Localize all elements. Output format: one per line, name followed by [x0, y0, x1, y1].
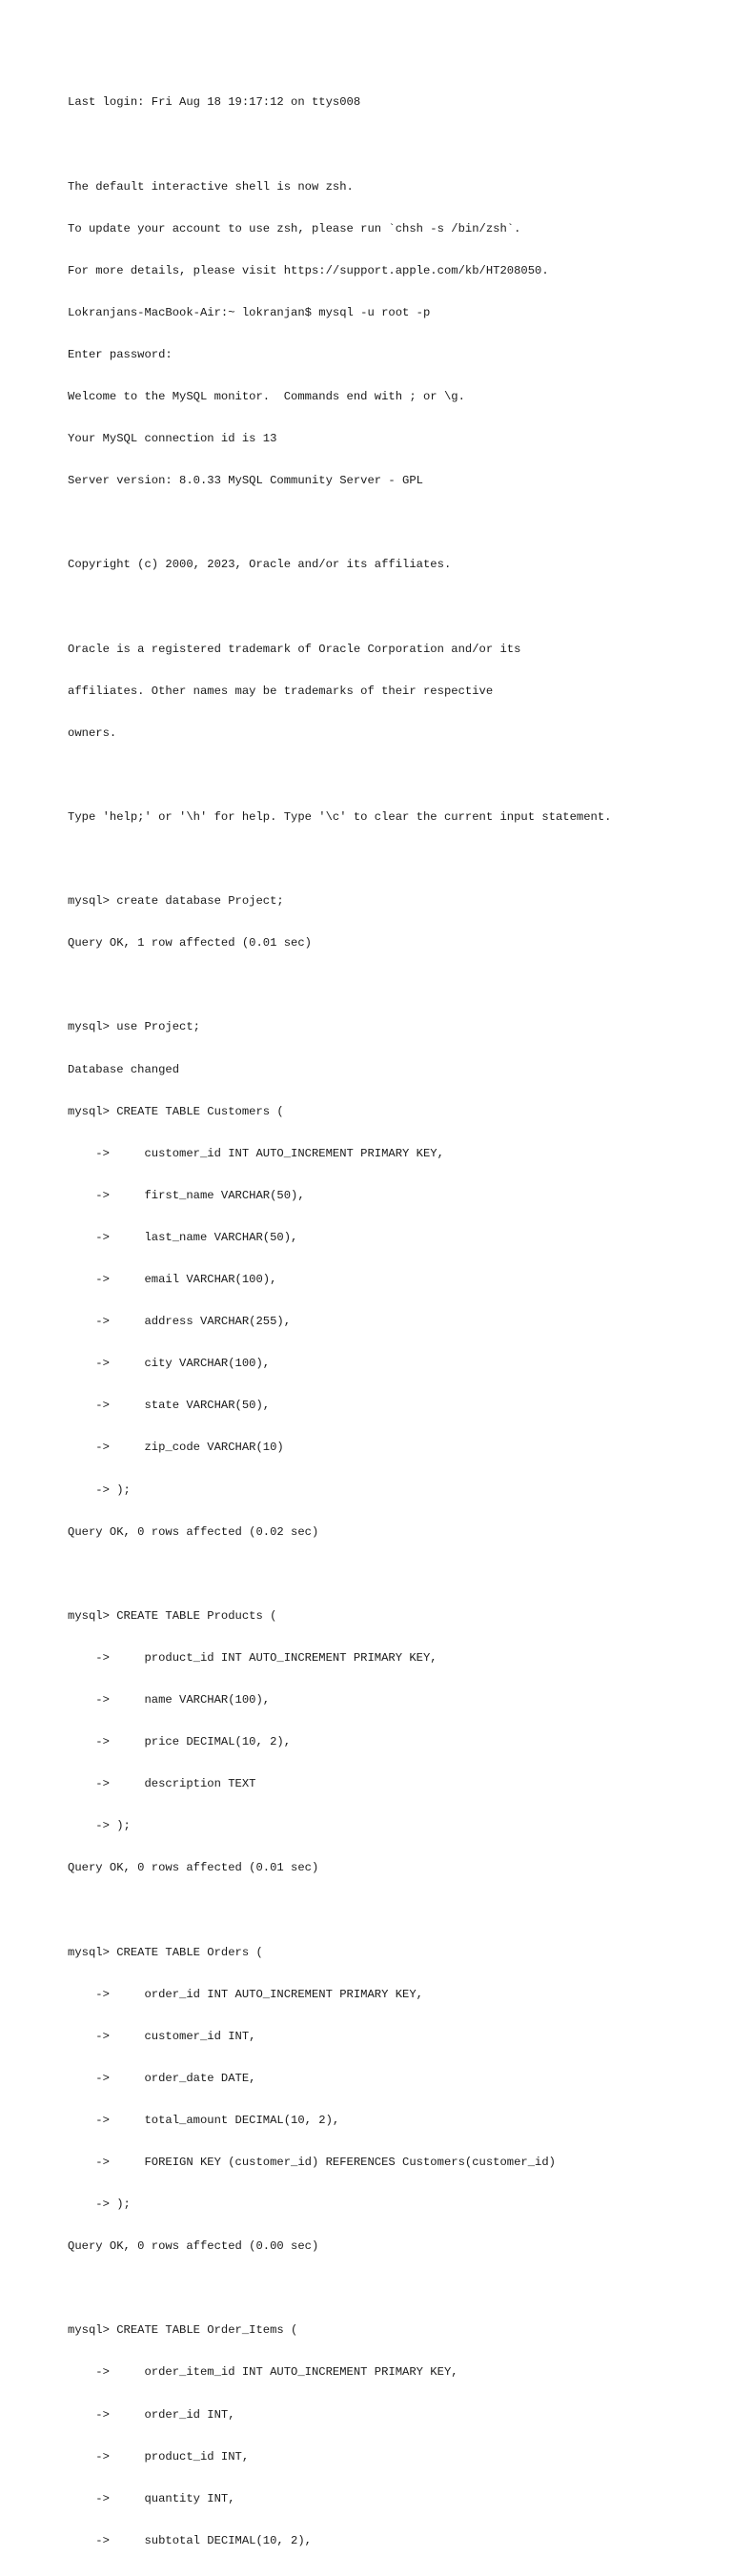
terminal-line: -> );	[68, 2198, 131, 2212]
terminal-line: Query OK, 1 row affected (0.01 sec)	[68, 936, 312, 951]
terminal-line	[68, 1903, 716, 1917]
terminal-line: -> last_name VARCHAR(50),	[68, 1230, 298, 1244]
terminal-line: mysql> create database Project;	[68, 894, 284, 909]
terminal-line: mysql> CREATE TABLE Order_Items (	[68, 2323, 298, 2338]
terminal-line: -> zip_code VARCHAR(10)	[68, 1441, 284, 1455]
terminal-line: Enter password:	[68, 347, 173, 361]
terminal-output	[68, 68, 716, 2576]
terminal-line: Lokranjans-MacBook-Air:~ lokranjan$ mysql -u root -p	[68, 305, 431, 319]
terminal-line: owners.	[68, 726, 117, 740]
terminal-line: -> total_amount DECIMAL(10, 2),	[68, 2113, 340, 2127]
terminal-line: -> name VARCHAR(100),	[68, 1692, 271, 1707]
terminal-line	[68, 1567, 716, 1582]
terminal-line: -> description TEXT	[68, 1777, 256, 1791]
terminal-line	[68, 978, 716, 992]
terminal-line: -> product_id INT,	[68, 2449, 250, 2464]
terminal-line: Query OK, 0 rows affected (0.00 sec)	[68, 2239, 319, 2254]
terminal-line: Copyright (c) 2000, 2023, Oracle and/or its affiliates.	[68, 558, 452, 572]
terminal-line	[68, 516, 716, 530]
terminal-line: To update your account to use zsh, please run `chsh -s /bin/zsh`.	[68, 221, 521, 235]
terminal-line: Last login: Fri Aug 18 19:17:12 on ttys008	[68, 95, 361, 110]
terminal-line: -> subtotal DECIMAL(10, 2),	[68, 2533, 312, 2547]
terminal-line: mysql> CREATE TABLE Customers (	[68, 1104, 284, 1118]
terminal-line: -> order_date DATE,	[68, 2071, 256, 2085]
terminal-line: -> price DECIMAL(10, 2),	[68, 1735, 292, 1749]
terminal-line: mysql> use Project;	[68, 1020, 200, 1034]
terminal-line	[68, 852, 716, 867]
terminal-line: -> product_id INT AUTO_INCREMENT PRIMARY KEY,	[68, 1650, 437, 1665]
terminal-line: Type 'help;' or '\h' for help. Type '\c' to clear the current input statement.	[68, 810, 612, 824]
terminal-line: -> quantity INT,	[68, 2491, 235, 2505]
terminal-line: For more details, please visit https://support.apple.com/kb/HT208050.	[68, 263, 549, 277]
terminal-line	[68, 601, 716, 615]
terminal-line: Oracle is a registered trademark of Oracle Corporation and/or its	[68, 642, 521, 656]
terminal-line: affiliates. Other names may be trademarks of their respective	[68, 684, 494, 698]
terminal-line: mysql> CREATE TABLE Orders (	[68, 1945, 263, 1959]
terminal-line: -> customer_id INT AUTO_INCREMENT PRIMARY KEY,	[68, 1146, 444, 1160]
terminal-line	[68, 2281, 716, 2296]
terminal-line	[68, 768, 716, 783]
terminal-line: -> order_id INT,	[68, 2407, 235, 2422]
terminal-line: -> city VARCHAR(100),	[68, 1357, 271, 1371]
terminal-line: -> address VARCHAR(255),	[68, 1315, 292, 1329]
terminal-line: Query OK, 0 rows affected (0.02 sec)	[68, 1524, 319, 1539]
terminal-line: The default interactive shell is now zsh.	[68, 179, 354, 194]
terminal-line: -> order_item_id INT AUTO_INCREMENT PRIMARY KEY,	[68, 2365, 458, 2380]
terminal-line: -> state VARCHAR(50),	[68, 1399, 271, 1413]
terminal-line: -> );	[68, 1819, 131, 1833]
terminal-line: -> first_name VARCHAR(50),	[68, 1188, 305, 1202]
terminal-line: Query OK, 0 rows affected (0.01 sec)	[68, 1861, 319, 1875]
terminal-line: Server version: 8.0.33 MySQL Community Server - GPL	[68, 474, 423, 488]
terminal-line: Welcome to the MySQL monitor. Commands end with ; or \g.	[68, 390, 465, 404]
terminal-line: mysql> CREATE TABLE Products (	[68, 1608, 277, 1623]
terminal-line: -> );	[68, 1482, 131, 1497]
terminal-line	[68, 138, 716, 153]
terminal-line: -> order_id INT AUTO_INCREMENT PRIMARY KEY,	[68, 1987, 423, 2001]
terminal-line: -> customer_id INT,	[68, 2029, 256, 2043]
terminal-line: -> FOREIGN KEY (customer_id) REFERENCES Customers(customer_id)	[68, 2156, 556, 2169]
terminal-line: Database changed	[68, 1062, 180, 1076]
terminal-line: -> email VARCHAR(100),	[68, 1273, 277, 1287]
terminal-line: Your MySQL connection id is 13	[68, 432, 277, 446]
